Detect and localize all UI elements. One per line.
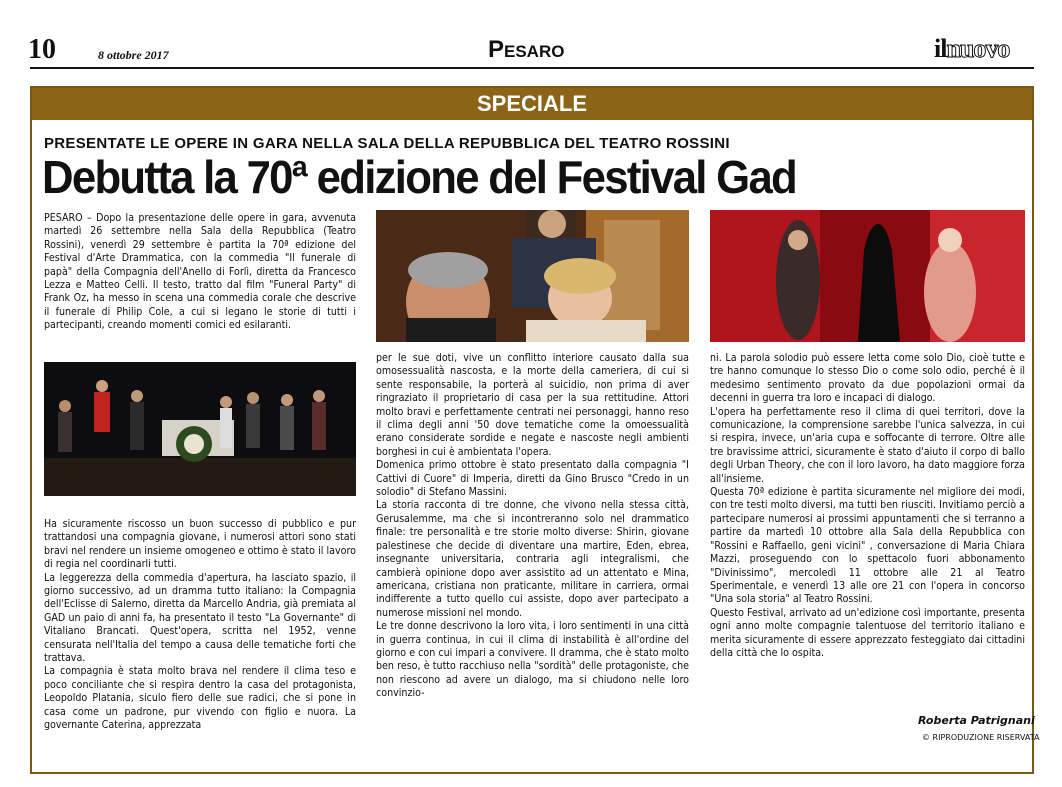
article-column-3: [710, 352, 1025, 660]
section-name-text: Pesaro: [488, 36, 565, 63]
masthead-rule: [30, 67, 1034, 69]
photo-la-governante-graphic: [376, 210, 689, 342]
article-paragraph: PESARO – Dopo la presentazione delle opere in gara, avvenuta martedì 26 settembre nella Sala della Repubblica (Teatro Rossini), venerdì 29 settembre è partita la 70ª edizione del Festival d'Arte Drammatica, con la commedia "Il funerale di papà" della Compagnia dell'Anello di Forlì, diretta da Francesco Lezza e Matteo Celli. Il testo, tratto dal film "Funeral Party" di Frank Oz, ha messo in scena una commedia corale che descrive il funerale di Philip Cole, a cui si legano le storie di tutti i partecipanti, creando momenti comici ed esilaranti.: [44, 212, 356, 332]
article-paragraph: per le sue doti, vive un conflitto interiore causato dalla sua omosessualità nascosta, e la morte della cameriera, di cui si sente responsabile, la porterà al suicidio, non prima di aver ringraziato il proprietario di casa per la sua rettitudine. Attori molto bravi e perfettamente centrati nei personaggi, hanno reso il clima degli anni '50 dove tematiche come la omoessualità erano considerate sordide e negate e nascoste negli ambienti borghesi in cui è ambientata l'opera. Domenica primo ottobre è stato presentato dalla compagnia "I Cattivi di Cuore" di Imperia, diretti da Gino Brusco "Credo in un solodio" di Stefano Massini. La storia racconta di tre donne, che vivono nella stessa città, Gerusalemme, ma che si incontreranno solo nel drammatico finale: tre personalità e tre storie molto diverse: Shirin, giovane palestinese che decide di diventare una martire, Eden, ebrea, insegnante universitaria, contraria agli integralismi, che cambierà opinione dopo aver assistito ad un attentato e Mina, americana, cristiana non praticante, militare in carriera, ormai indifferente a tutto quello cui assiste, dopo aver partecipato a numerose missioni nel mondo. Le tre donne descrivono la loro vita, i loro sentimenti in una città in guerra continua, in cui il clima di instabilità è all'ordine del giorno e con cui impari a convivere. Il dramma, che è stato molto ben reso, è tutto racchiuso nella "sordità" delle protagoniste, che non riescono ad avere un dialogo, ma si chiudono nelle loro convinzio-: [376, 352, 689, 700]
photo-credo-in-un-solodio: [710, 210, 1025, 342]
logo-part-a: il: [934, 34, 947, 63]
photo-funeral-scene: [44, 362, 356, 496]
article-column-1-bottom: [44, 518, 356, 733]
article-column-1-top: [44, 212, 356, 333]
photo-la-governante: [376, 210, 689, 342]
special-banner: SPECIALE: [32, 88, 1032, 120]
article-paragraph: Ha sicuramente riscosso un buon successo di pubblico e pur trattandosi una compagnia giovane, i numerosi attori sono stati bravi nel rendere un insieme omogeneo e ottimo è stato il lavoro di regia nel coordinarli tutti. La leggerezza della commedia d'apertura, ha lasciato spazio, il giorno successivo, ad un dramma tutto italiano: la Compagnia dell'Eclisse di Salerno, diretta da Marcello Andria, già premiata al GAD un paio di anni fa, ha presentato il testo "La Governante" di Vitaliano Brancati. Quest'opera, scritta nel 1952, venne censurata nell'Italia del tempo a causa delle tematiche forti che trattava. La compagnia è stata molto brava nel rendere il clima teso e poco conciliante che si respira dentro la casa del protagonista, Leopoldo Platania, siculo fiero delle sue radici, che si pone in casa come un padrone, pur vivendo con figlio e nuora. La governante Caterina, apprezzata: [44, 518, 356, 732]
article-kicker: PRESENTATE LE OPERE IN GARA NELLA SALA DELLA REPUBBLICA DEL TEATRO ROSSINI: [44, 135, 730, 152]
article-column-2: [376, 352, 689, 701]
photo-credo-graphic: [710, 210, 1025, 342]
author-signature: Roberta Patrignani: [918, 714, 1035, 727]
article-headline: Debutta la 70ª edizione del Festival Gad: [42, 151, 797, 203]
photo-funeral-scene-graphic: [44, 362, 356, 496]
page-number: 10: [28, 34, 56, 65]
section-name: [488, 36, 564, 64]
article-paragraph: ni. La parola solodio può essere letta come solo Dio, cioè tutte e tre hanno comunque lo stesso Dio o come solo odio, perché è il medesimo sentimento provato da due popolazioni ormai da decenni in guerra tra loro e incapaci di dialogo. L'opera ha perfettamente reso il clima di quei territori, dove la comunicazione, la comprensione sarebbe l'unica salvezza, in cui si respira, invece, un'aria cupa e soffocante di terrore. Oltre alle tre bravissime attrici, sicuramente è stato d'aiuto il corpo di ballo degli Urban Theory, che con il loro lavoro, ha dato maggiore forza all'insieme. Questa 70ª edizione è partita sicuramente nel migliore dei modi, con tre testi molto diversi, ma tutti ben riusciti. Invitiamo perciò a partecipare numerosi ai prossimi appuntamenti che si terranno a partire da martedì 10 ottobre alla Sala della Repubblica con "Rossini e Raffaello, geni vicini" , conversazione di Maria Chiara Mazzi, proseguendo con lo spettacolo fuori abbonamento "Divinissimo", mercoledì 11 ottobre alle 21 al Teatro Sperimentale, e venerdì 13 alle ore 21 con l'opera in concorso "Una sola storia" al Teatro Rossini. Questo Festival, arrivato ad un'edizione così importante, presenta ogni anno molte compagnie talentuose del territorio italiano e merita sicuramente di essere apprezzato festeggiato dai cittadini della città che lo ospita.: [710, 352, 1025, 659]
newspaper-logo: [934, 34, 1009, 64]
issue-date: 8 ottobre 2017: [98, 48, 169, 62]
copyright-notice: © RIPRODUZIONE RISERVATA: [922, 733, 1040, 742]
logo-part-b: nuovo: [946, 34, 1010, 63]
